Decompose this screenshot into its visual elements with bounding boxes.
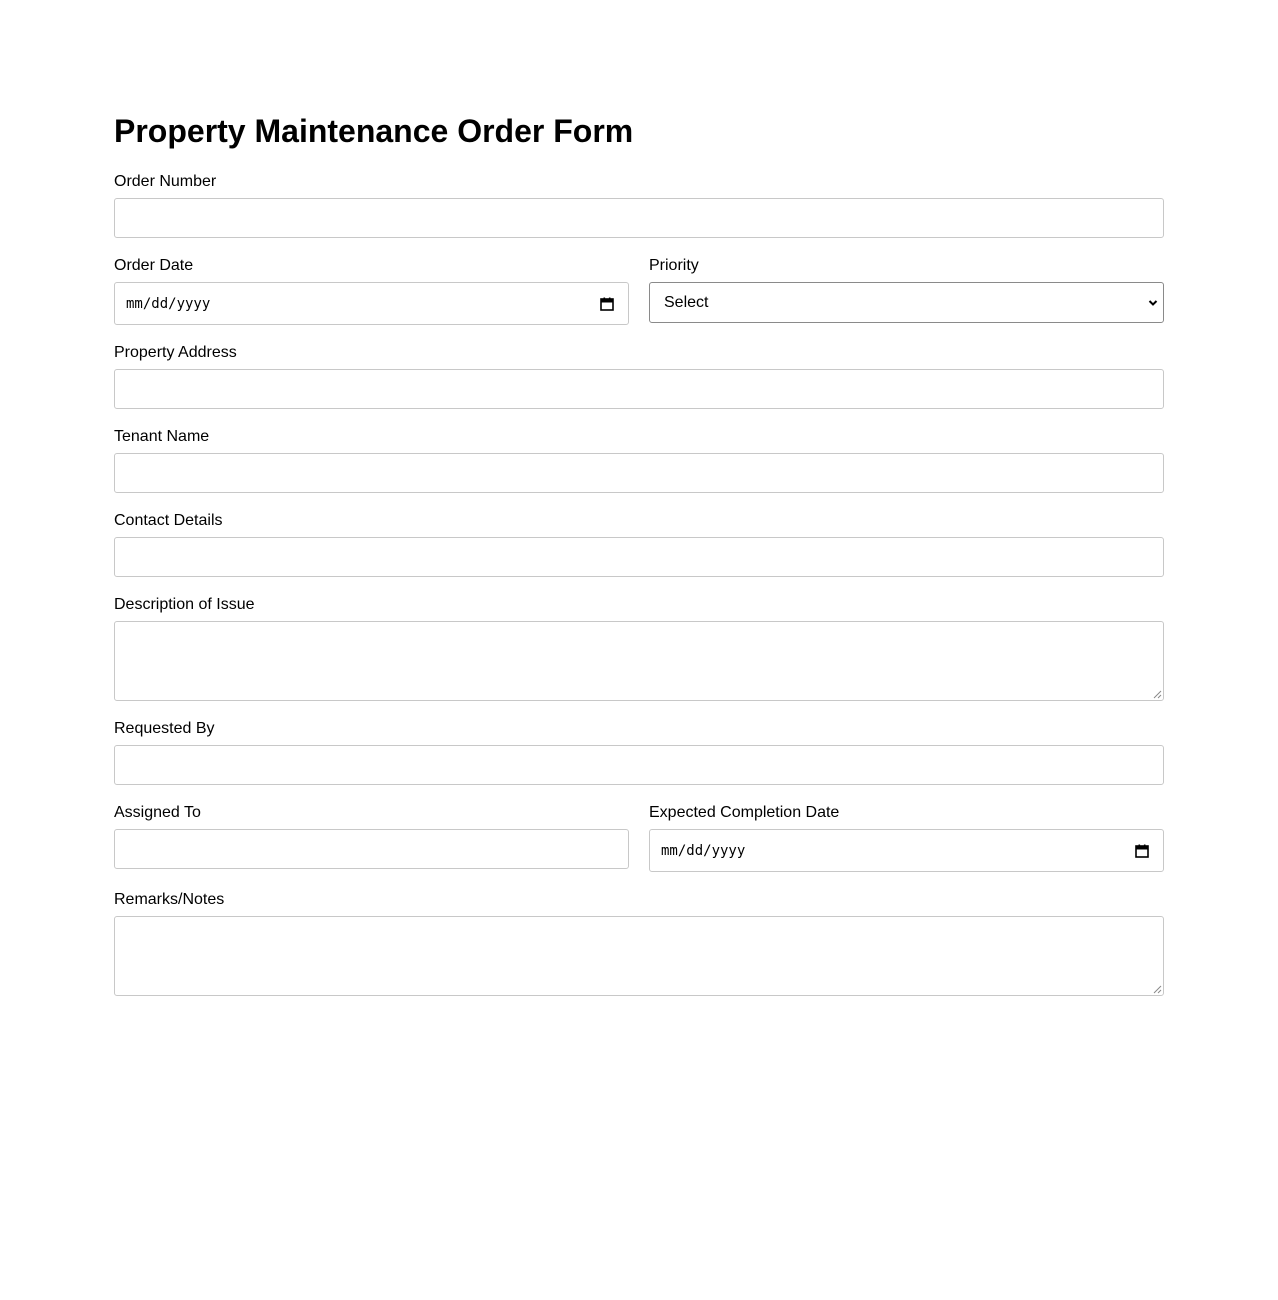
contact-details-label: Contact Details bbox=[114, 512, 223, 529]
calendar-icon[interactable] bbox=[1135, 844, 1149, 858]
remarks-notes-group bbox=[114, 891, 1164, 909]
resize-grip-icon[interactable] bbox=[1153, 690, 1162, 699]
order-date-input[interactable] bbox=[114, 282, 629, 325]
tenant-name-label: Tenant Name bbox=[114, 428, 210, 445]
expected-completion-date-group bbox=[649, 804, 1164, 859]
contact-details-group bbox=[114, 512, 1164, 530]
description-of-issue-label: Description of Issue bbox=[114, 596, 255, 613]
tenant-name-input[interactable] bbox=[114, 453, 1164, 493]
page-title: Property Maintenance Order Form bbox=[114, 113, 634, 149]
order-date-group bbox=[114, 257, 629, 312]
requested-by-label: Requested By bbox=[114, 720, 215, 737]
resize-grip-icon[interactable] bbox=[1153, 985, 1162, 994]
contact-details-input[interactable] bbox=[114, 537, 1164, 577]
order-date-label: Order Date bbox=[114, 257, 194, 274]
assigned-to-input[interactable] bbox=[114, 829, 629, 869]
order-number-label: Order Number bbox=[114, 173, 217, 190]
order-date-placeholder: mm/dd/yyyy bbox=[126, 296, 211, 312]
assigned-to-label: Assigned To bbox=[114, 804, 201, 821]
description-of-issue-textarea[interactable] bbox=[114, 621, 1164, 701]
priority-selected-value: Select bbox=[664, 294, 709, 311]
remarks-notes-textarea[interactable] bbox=[114, 916, 1164, 996]
expected-completion-date-placeholder: mm/dd/yyyy bbox=[661, 843, 746, 859]
property-address-group bbox=[114, 344, 1164, 362]
remarks-notes-label: Remarks/Notes bbox=[114, 891, 225, 908]
order-number-input[interactable] bbox=[114, 198, 1164, 238]
expected-completion-date-label: Expected Completion Date bbox=[649, 804, 840, 821]
priority-label: Priority bbox=[649, 257, 699, 274]
order-number-group bbox=[114, 173, 1164, 191]
chevron-down-icon bbox=[1148, 298, 1158, 308]
tenant-name-group bbox=[114, 428, 1164, 446]
property-address-label: Property Address bbox=[114, 344, 237, 361]
priority-group bbox=[649, 257, 1164, 311]
description-of-issue-group bbox=[114, 596, 1164, 614]
requested-by-group bbox=[114, 720, 1164, 738]
expected-completion-date-input[interactable] bbox=[649, 829, 1164, 872]
assigned-to-group bbox=[114, 804, 629, 822]
calendar-icon[interactable] bbox=[600, 297, 614, 311]
requested-by-input[interactable] bbox=[114, 745, 1164, 785]
property-address-input[interactable] bbox=[114, 369, 1164, 409]
priority-select[interactable] bbox=[649, 282, 1164, 323]
